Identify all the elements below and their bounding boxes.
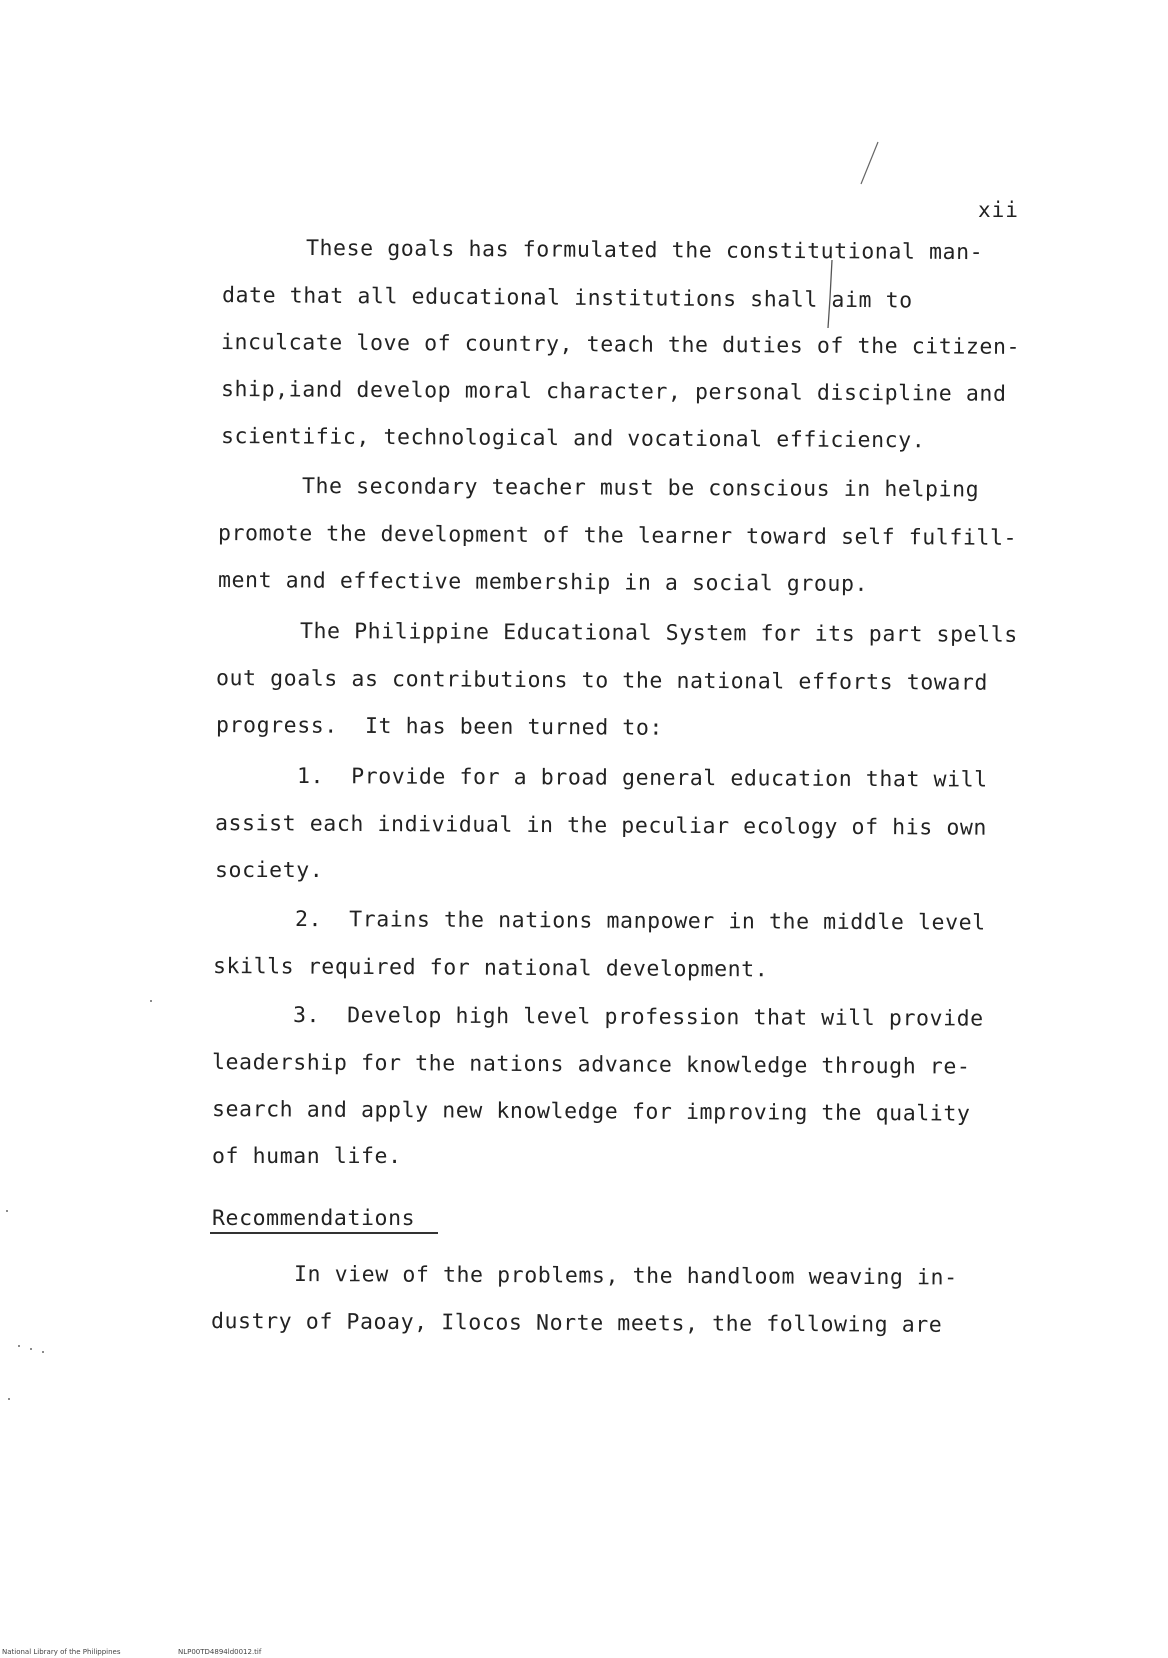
text-line: inculcate love of country, teach the duties of the citizen- bbox=[220, 330, 1021, 360]
page-number: xii bbox=[978, 198, 1019, 222]
file-id-footer: NLP00TD4894ld0012.tif bbox=[178, 1648, 262, 1656]
text-line: These goals has formulated the constitutional man- bbox=[305, 236, 984, 266]
text-line: scientific, technological and vocational efficiency. bbox=[220, 424, 926, 454]
text-line: leadership for the nations advance knowledge through re- bbox=[211, 1050, 971, 1080]
scan-speck bbox=[18, 1345, 20, 1347]
scan-speck bbox=[30, 1348, 32, 1350]
text-line: In view of the problems, the handloom weaving in- bbox=[293, 1262, 958, 1291]
text-line: search and apply new knowledge for improving the quality bbox=[211, 1097, 971, 1127]
text-line: The secondary teacher must be conscious in helping bbox=[301, 474, 980, 503]
text-line: dustry of Paoay, Ilocos Norte meets, the following are bbox=[210, 1309, 943, 1338]
text-line: of human life. bbox=[212, 1144, 402, 1169]
scan-speck bbox=[150, 1000, 152, 1002]
pen-mark-icon bbox=[858, 140, 882, 186]
text-line: out goals as contributions to the national efforts toward bbox=[215, 666, 989, 696]
scan-speck bbox=[8, 1398, 10, 1400]
text-line: 3. Develop high level profession that will provide bbox=[292, 1003, 984, 1032]
text-line: progress. It has been turned to: bbox=[215, 713, 664, 741]
text-line: The Philippine Educational System for its part spells bbox=[299, 619, 1018, 648]
text-line: promote the development of the learner toward self fulfill- bbox=[217, 521, 1018, 551]
text-line: ship,iand develop moral character, personal discipline and bbox=[220, 377, 1007, 407]
section-heading: Recommendations bbox=[212, 1206, 416, 1231]
heading-underline bbox=[210, 1232, 438, 1234]
text-line: society. bbox=[215, 858, 324, 883]
text-line: 1. Provide for a broad general education that will bbox=[296, 764, 988, 793]
scan-speck bbox=[6, 1210, 8, 1212]
text-line: ment and effective membership in a social group. bbox=[217, 568, 869, 597]
library-footer: National Library of the Philippines bbox=[2, 1648, 121, 1656]
scan-speck bbox=[42, 1351, 44, 1353]
text-line: 2. Trains the nations manpower in the middle level bbox=[294, 907, 986, 936]
text-line: date that all educational institutions shall aim to bbox=[221, 283, 913, 314]
text-line: assist each individual in the peculiar ecology of his own bbox=[214, 811, 988, 841]
text-line: skills required for national development. bbox=[212, 954, 769, 983]
